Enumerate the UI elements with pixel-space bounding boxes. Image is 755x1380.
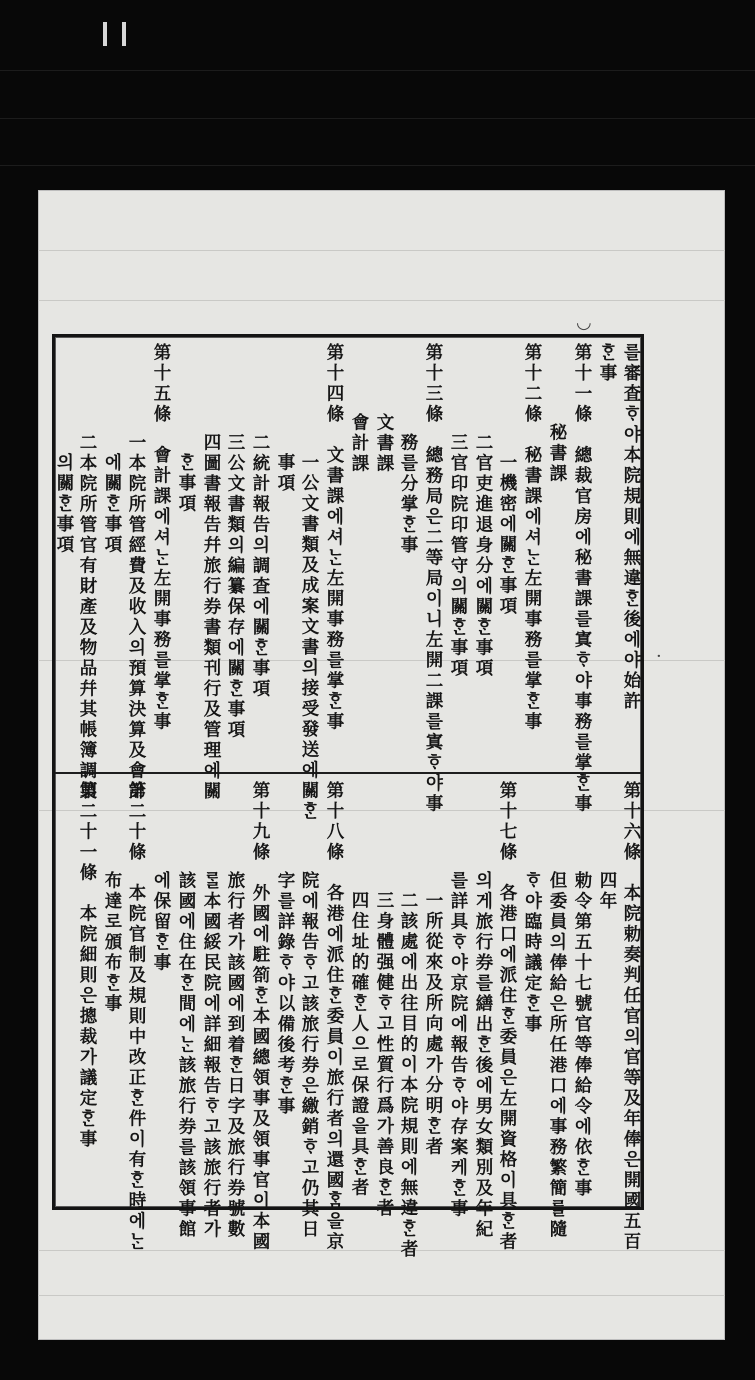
text-column: 文書課 bbox=[374, 413, 394, 475]
ink-smudge: ◡ bbox=[576, 312, 592, 333]
text-column: 一公文書類及成案文書의接受發送에關ᄒᆞᆫ bbox=[299, 453, 319, 822]
text-column: 第十一條 總裁官房에秘書課를寘ᄒᆞ야事務를掌ᄒᆞᆫ事 bbox=[572, 343, 592, 815]
text-column: 字를詳錄ᄒᆞ야以備後考ᄒᆞᆫ事 bbox=[275, 871, 295, 1117]
text-column: ᄅᆞᆯ本國綏民院에詳細報告ᄒᆞ고該旅行者가 bbox=[201, 871, 221, 1240]
ink-smudge: · bbox=[656, 646, 662, 667]
text-column: 但委員의俸給은所任港口에事務繁簡를隨 bbox=[547, 871, 567, 1240]
text-column: 二統計報告의調査에關ᄒᆞᆫ事項 bbox=[250, 433, 270, 700]
text-column: 第十五條 會計課에셔ᄂᆞᆫ左開事務를掌ᄒᆞᆫ事 bbox=[151, 343, 171, 733]
text-column: 會計課 bbox=[349, 413, 369, 475]
text-column: 第二十條 本院官制及規則中改正ᄒᆞᆫ件이有ᄒᆞᆫ時에ᄂᆞᆫ bbox=[126, 781, 146, 1253]
text-column: 의關ᄒᆞᆫ事項 bbox=[54, 453, 74, 556]
text-column: 院에報告ᄒᆞ고該旅行券은繳銷ᄒᆞ고仍其日 bbox=[299, 871, 319, 1240]
text-column: 에保留ᄒᆞᆫ事 bbox=[151, 871, 171, 974]
text-frame bbox=[52, 334, 644, 1260]
text-column: 三公文書類의編纂保存에關ᄒᆞᆫ事項 bbox=[225, 433, 245, 741]
text-column: ᄒᆞ야臨時議定ᄒᆞᆫ事 bbox=[522, 871, 542, 1035]
text-column: 에關ᄒᆞᆫ事項 bbox=[102, 453, 122, 556]
text-column: 務를分掌ᄒᆞᆫ事 bbox=[398, 433, 418, 556]
text-column: 三身體强健ᄒᆞ고性質行爲가善良ᄒᆞᆫ者 bbox=[374, 891, 394, 1219]
text-column: 第十四條 文書課에셔ᄂᆞᆫ左開事務를掌ᄒᆞᆫ事 bbox=[324, 343, 344, 733]
text-column: 三官印院印管守의關ᄒᆞᆫ事項 bbox=[448, 433, 468, 679]
document-page bbox=[38, 190, 725, 1340]
text-column: 四圖書報告幷旅行券書類刊行及管理에關 bbox=[201, 433, 221, 802]
text-column: 二本院所管官有財產及物品幷其帳簿調製 bbox=[77, 433, 97, 802]
text-column: 一所從來及所向處가分明ᄒᆞᆫ者 bbox=[423, 891, 443, 1158]
text-column: 第十七條 各港口에派住ᄒᆞᆫ委員은左開資格이具ᄒᆞᆫ者 bbox=[497, 781, 517, 1253]
text-column: 第十二條 秘書課에셔ᄂᆞᆫ左開事務를掌ᄒᆞᆫ事 bbox=[522, 343, 542, 733]
text-column: 秘書課 bbox=[547, 423, 567, 485]
text-column: 二該處에出往目的이本院規則에無違ᄒᆞᆫ者 bbox=[398, 891, 418, 1260]
text-column: 布達로頒布ᄒᆞᆫ事 bbox=[102, 871, 122, 1015]
text-column: 一本院所管經費及收入의預算決算及會計 bbox=[126, 433, 146, 802]
text-column: 勅令第五十七號官等俸給令에依ᄒᆞᆫ事 bbox=[572, 871, 592, 1199]
text-column: 四年 bbox=[597, 871, 617, 912]
film-mark bbox=[103, 22, 107, 46]
text-column: 四住址的確ᄒᆞᆫ人으로保證을具ᄒᆞᆫ者 bbox=[349, 891, 369, 1199]
text-column: 를審査ᄒᆞ야本院規則에無違ᄒᆞᆫ後에야始許 bbox=[621, 343, 641, 712]
text-column: 一機密에關ᄒᆞᆫ事項 bbox=[497, 453, 517, 617]
text-column: 의게旅行券를繕出ᄒᆞᆫ後에男女類別及年紀 bbox=[473, 871, 493, 1240]
text-column: 第十六條 本院勅奏判任官의官等及年俸은開國五百 bbox=[621, 781, 641, 1253]
text-column: 를詳具ᄒᆞ야京院에報告ᄒᆞ야存案케ᄒᆞᆫ事 bbox=[448, 871, 468, 1220]
text-column: 第十八條 各港에派住ᄒᆞᆫ委員이旅行者의還國ᄒᆞᆷ을京 bbox=[324, 781, 344, 1253]
text-column: ᄒᆞᆫ事項 bbox=[176, 453, 196, 515]
film-mark bbox=[122, 22, 126, 46]
text-column: ᄒᆞᆫ事 bbox=[597, 343, 617, 384]
text-column: 第十九條 外國에駐箚ᄒᆞᆫ本國總領事及領事官이本國 bbox=[250, 781, 270, 1253]
text-column: 二官吏進退身分에關ᄒᆞᆫ事項 bbox=[473, 433, 493, 679]
text-column: 第二十一條 本院細則은摠裁가議定ᄒᆞᆫ事 bbox=[77, 781, 97, 1150]
text-column: 旅行者가該國에到着ᄒᆞᆫ日字及旅行券號數 bbox=[225, 871, 245, 1240]
text-column: 該國에住在ᄒᆞᆫ間에ᄂᆞᆫ該旅行券를該領事館 bbox=[176, 871, 196, 1240]
text-column: 事項 bbox=[275, 453, 295, 494]
text-column: 第十三條 總務局은二等局이니左開二課를寘ᄒᆞ야事 bbox=[423, 343, 443, 815]
